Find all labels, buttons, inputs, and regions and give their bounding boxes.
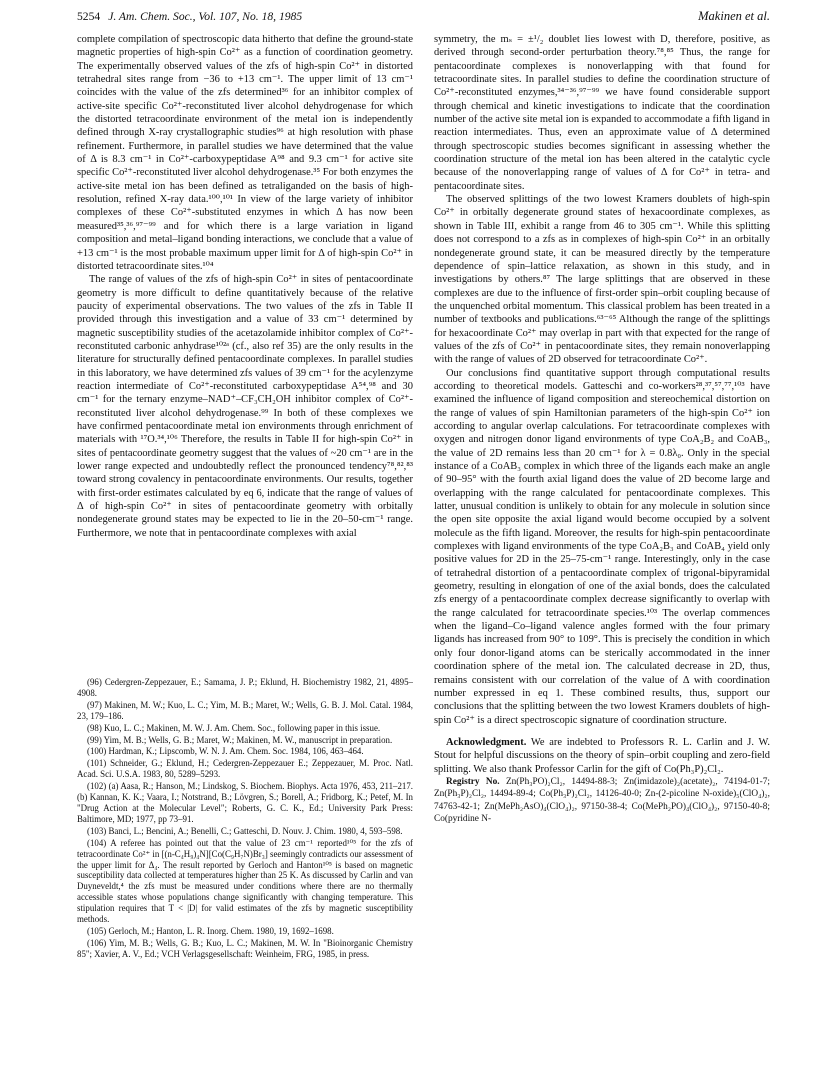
reference-106: (106) Yim, M. B.; Wells, G. B.; Kuo, L. C.; Makinen, M. W. In "Bioinorganic Chemistry 85"; Xavier, A. V., Ed.; VCH Verlagsgesellschaft: Weinheim, FRG, 1985, in press. bbox=[77, 937, 413, 959]
reference-102: (102) (a) Aasa, R.; Hanson, M.; Lindskog, S. Biochem. Biophys. Acta 1976, 453, 211–217. (b) Kannan, K. K.; Vaara, I.; Notstrand, B.; Lövgren, S.; Borell, A.; Fridborg, K.; Petef, M. In "Drug Action at the Molecular Level"; Roberts, G. C. K., Ed.; University Park Press: Baltimore, MD; 1977, pp 73–91. bbox=[77, 781, 413, 824]
registry-label: Registry No. bbox=[446, 776, 500, 787]
page-number: 5254 bbox=[77, 10, 101, 23]
body-paragraph: The observed splittings of the two lowest Kramers doublets of high-spin Co²⁺ in orbitally degenerate ground states of hexacoordinate complexes, as shown in Table III, exhibit a range from 46 to 305 cm⁻¹. While this splitting does not correspond to a zfs as in complexes of high-spin Co²⁺ in an orbitally nondegenerate ground state, it can be measured directly by the temperature dependence of spin–lattice relaxation, as shown in this study, and in investigations by others.⁸⁷ The large splittings that are observed in these complexes are due to the influence of first-order spin–orbit coupling because of the unquenched orbital momentum. This classical problem has been treated in a number of textbooks and publications.⁶³⁻⁶⁵ Although the range of the splittings for hexacoordinate Co²⁺ may overlap in part with that expected for the range of values of the zfs of Co²⁺ in pentacoordinate sites, they remain nonoverlapping with the range of values of 2D observed for tetracoordinate Co²⁺. bbox=[434, 194, 770, 366]
body-paragraph: Our conclusions find quantitative support through computational results according to theoretical models. Gatteschi and co-workers²⁸,³⁷,⁵⁷,⁷⁷,¹⁰³ have examined the influence of ligand composition and stereochemical distortion on the range of values of spin Hamiltonian parameters of the high-spin Co²⁺ ion according to angular overlap calculations. For tetracoordinate complexes with oxygen and nitrogen donor ligand environments of type CoA₂B₂ and CoAB₃, the value of 2D remains less than 20 cm⁻¹ for λ = 0.8λ₀. Only in the special instance of a CoAB₃ complex in which three of the ligands each make an angle of 90–95° with the fourth axial ligand does the value of 2D become large and overlapping with the range calculated for pentacoordinate complexes. This latter, unusual condition is unlikely to obtain for any molecule in solution since the open site opposite the axial ligand would become occupied by a solvent molecule as the fifth ligand. Moreover, the results for high-spin pentacoordinate complexes with ligand environments of the type CoA₂B₃ and CoAB₄ yield only positive values for 2D in the 25–75-cm⁻¹ range. Interestingly, only in the case of tetrahedral distortion of a pentacoordinate complex of trigonal-bipyramidal geometry, resulting in elongation of one of the axial bonds, does the calculated zfs energy of a pentacoordinate complex decrease significantly to overlap with the range calculated for tetracoordinate species.¹⁰³ The overlap commences when the ligand–Co–ligand valence angles formed with the four primary ligands has increased from 90° to 109°. This is precisely the condition in which only four donor-ligand atoms can be sterically accommodated in the inner coordination sphere of the metal ion. The calculated decrease in 2D, thus, remains consistent with our correlation of the value of Δ with coordination number expressed in eq 1. These combined results, thus, support our conclusions that the splitting between the two lowest Kramers doublets of high-spin Co²⁺ is a direct spectroscopic signature of coordination structure. bbox=[434, 367, 770, 726]
reference-100: (100) Hardman, K.; Lipscomb, W. N. J. Am. Chem. Soc. 1984, 106, 463–464. bbox=[87, 746, 364, 757]
running-authors: Makinen et al. bbox=[698, 9, 770, 23]
reference-101: (101) Schneider, G.; Eklund, H.; Cedergren-Zeppezauer E.; Zeppezauer, M. Proc. Natl. Acad. Sci. U.S.A. 1983, 80, 5289–5293. bbox=[77, 758, 413, 780]
body-paragraph: symmetry, the mₛ = ±¹/₂ doublet lies lowest with D, therefore, positive, as derived through second-order perturbation theory.⁷⁸,⁸⁵ Thus, the range for pentacoordinate complexes is nonoverlapping with that found for tetracoordinate sites. In parallel studies to define the coordination structure of Co²⁺-reconstituted enzymes,³⁴⁻³⁶,⁹⁷⁻⁹⁹ we have found considerable support through chemical and kinetic investigations to indicate that the coordination number of the active site metal ion is expanded to accommodate a fifth ligand in reaction intermediates. Thus, even an approximate value of Δ determined through spectroscopic studies becomes significant in assessing whether the coordination structure of the metal ion has been altered in the catalytic cycle because of the nonoverlapping range of values of Δ for Co²⁺ in tetra- and pentacoordinate sites. bbox=[434, 34, 770, 192]
reference-105: (105) Gerloch, M.; Hanton, L. R. Inorg. Chem. 1980, 19, 1692–1698. bbox=[87, 925, 334, 936]
right-column bbox=[434, 33, 770, 826]
journal-citation: J. Am. Chem. Soc., Vol. 107, No. 18, 1985 bbox=[108, 10, 303, 23]
acknowledgment bbox=[434, 736, 770, 776]
acknowledgment-label: Acknowledgment. bbox=[446, 736, 527, 748]
references-list bbox=[77, 677, 413, 961]
reference-96: (96) Cedergren-Zeppezauer, E.; Samama, J. P.; Eklund, H. Biochemistry 1982, 21, 4895–4908. bbox=[77, 677, 413, 698]
reference-97: (97) Makinen, M. W.; Kuo, L. C.; Yim, M. B.; Maret, W.; Wells, G. B. J. Mol. Catal. 1984, 23, 179–186. bbox=[77, 699, 413, 721]
left-column bbox=[77, 33, 413, 540]
registry-numbers bbox=[434, 776, 770, 826]
reference-103: (103) Banci, L.; Bencini, A.; Benelli, C.; Gatteschi, D. Nouv. J. Chim. 1980, 4, 593–598. bbox=[87, 825, 403, 836]
reference-104: (104) A referee has pointed out that the value of 23 cm⁻¹ reported¹⁰⁵ for the zfs of tetracoordinate Co²⁺ in [(n-C₄H₉)₄N][Co(C₉H₇N)Br₃] seemingly contradicts our assessment of the upper limit for Δ₄. The result reported by Gerloch and Hanton¹⁰⁵ is based on magnetic susceptibility data collected at temperatures higher than 25 K. As discussed by Carlin and van Duyneveldt,⁴ the zfs must be measured under conditions where there are no thermally accessible states whose populations change significantly with changing temperature. This stipulation requires that T < |D| for valid estimates of the zfs by magnetic susceptibility methods. bbox=[77, 837, 413, 925]
reference-98: (98) Kuo, L. C.; Makinen, M. W. J. Am. Chem. Soc., following paper in this issue. bbox=[87, 722, 381, 733]
body-paragraph: The range of values of the zfs of high-spin Co²⁺ in sites of pentacoordinate geometry is more difficult to define quantitatively because of the relative paucity of experimental observations. The two values of the zfs in Table II provided through this investigation and a value of 33 cm⁻¹ determined by magnetic susceptibility studies of the acetazolamide inhibitor complex of Co²⁺-reconstituted carbonic anhydrase¹⁰²ᵃ (cf., also ref 35) are the only results in the literature for structurally defined pentacoordinate complexes. In parallel studies in this laboratory, we have determined zfs values of 39 cm⁻¹ for the acylenzyme reaction intermediate of Co²⁺-reconstituted carboxypeptidase A⁵⁴,⁹⁸ and 30 cm⁻¹ for the ternary enzyme–NAD⁺–CF₃CH₂OH inhibitor complex of Co²⁺-reconstituted liver alcohol dehydrogenase.⁹⁹ In both of these complexes we have confirmed pentacoordinate metal ion environments through enrichment of materials with ¹⁷O.³⁴,¹⁰⁶ Therefore, the results in Table II for high-spin Co²⁺ in sites of pentacoordinate geometry suggest that the values of ~20 cm⁻¹ are in the lower range expected and undoubtedly reflect the pronounced tendency⁷⁸,⁸²,⁸³ toward strong covalency in pentacoordinate environments. Our results, together with first-order estimates calculated by eq 6, indicate that the range of values of Δ of high-spin Co²⁺ in sites of pentacoordinate geometry with orbitally nondegenerate ground states may be expected to lie in the 20–50-cm⁻¹ range. Furthermore, we note that in pentacoordinate complexes with axial bbox=[77, 274, 413, 539]
acknowledgment-text: We are indebted to Professors R. L. Carlin and J. W. Stout for helpful discussions on the theory of spin–orbit coupling and zero-field splitting. We also thank Professor Carlin for the gift of Co(Ph₃P)₂Cl₂. bbox=[434, 736, 770, 775]
registry-text: Zn(Ph₃PO)₂Cl₂, 14494-88-3; Zn(imidazole)₂(acetate)₂, 74194-01-7; Zn(Ph₃P)₂Cl₂, 14494-89-4; Co(Ph₃P)₂Cl₂, 14126-40-0; Zn-(2-picoline N-oxide)₅(ClO₄)₂, 74763-42-1; Zn(MePh₂AsO)₄(ClO₄)₂, 97150-38-4; Co(MePh₂PO)₄(ClO₄)₂, 97150-40-8; Co(pyridine N- bbox=[434, 776, 770, 825]
running-header bbox=[77, 9, 770, 31]
reference-99: (99) Yim, M. B.; Wells, G. B.; Maret, W.; Makinen, M. W., manuscript in preparation. bbox=[87, 734, 393, 745]
body-paragraph: complete compilation of spectroscopic data hitherto that define the ground-state magnetic properties of high-spin Co²⁺ as a function of coordination geometry. The experimentally observed values of the zfs of high-spin Co²⁺ in distorted tetrahedral sites range from −36 to +13 cm⁻¹. The upper limit of 13 cm⁻¹ coincides with the value of the zfs determined³⁶ for an inhibitor complex of active-site specific Co²⁺-reconstituted liver alcohol dehydrogenase for which the distorted tetracoordinate environment of the metal ion is independently defined through X-ray crystallographic studies⁹⁶ at high resolution with phase refinement. Furthermore, in parallel studies we have determined that the value of Δ is 8.3 cm⁻¹ in Co²⁺-carboxypeptidase A⁹⁸ and 9.3 cm⁻¹ for active site specific Co²⁺-reconstituted liver alcohol dehydrogenase.³⁵ For both enzymes the active-site metal ion has been defined as tetraliganded on the basis of high-resolution, refined X-ray data.¹⁰⁰,¹⁰¹ In view of the large variety of inhibitor complexes of these Co²⁺-substituted enzymes in which Δ has now been measured³⁵,³⁶,⁹⁷⁻⁹⁹ and for which there is a large variation in ligand composition and metal–ligand bonding interactions, we conclude that a value of +13 cm⁻¹ is the most probable maximum upper limit for Δ of high-spin Co²⁺ in distorted tetracoordinate sites.¹⁰⁴ bbox=[77, 34, 413, 272]
